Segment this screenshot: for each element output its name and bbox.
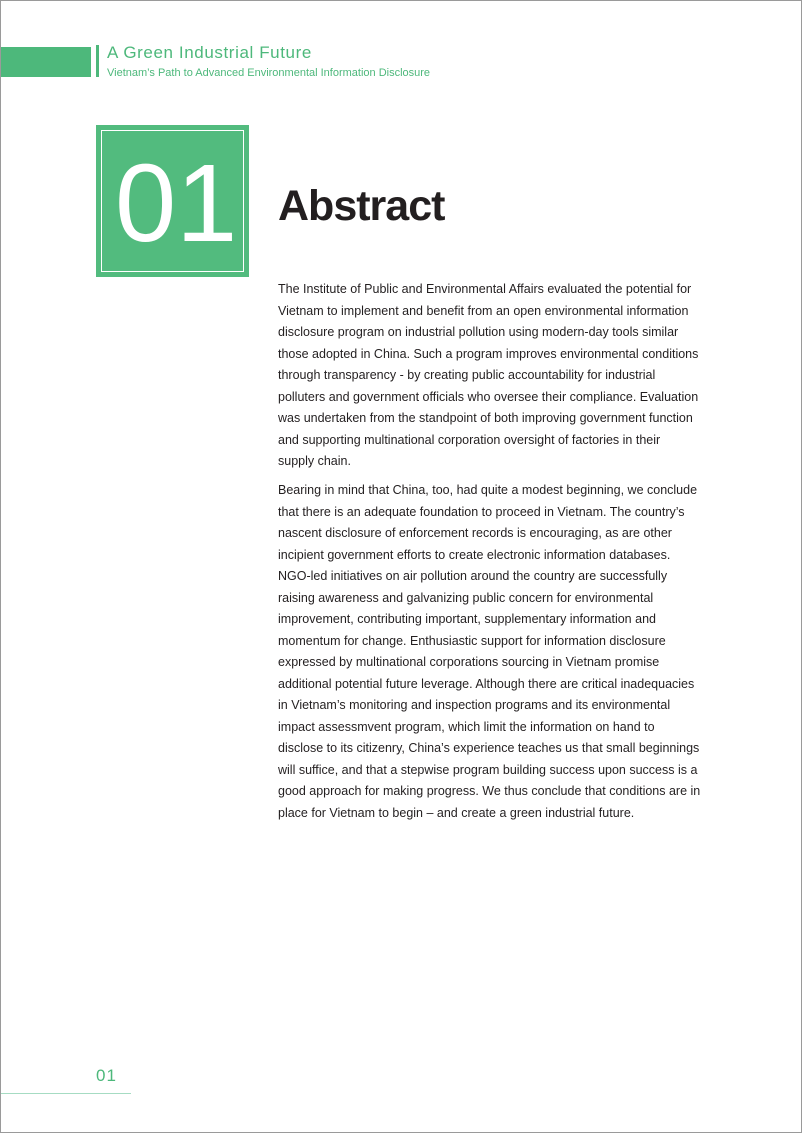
text-line: impact assessmvent program, which limit the information on hand to	[278, 719, 655, 734]
text-line: those adopted in China. Such a program improves environmental conditions	[278, 346, 699, 361]
abstract-paragraph-2	[278, 480, 728, 824]
text-line: supply chain.	[278, 454, 351, 468]
report-subtitle: Vietnam’s Path to Advanced Environmental Information Disclosure	[107, 67, 431, 79]
text-line: Vietnam to implement and benefit from an open environmental information	[278, 303, 689, 318]
text-line: expressed by multinational corporations sourcing in Vietnam promise	[278, 655, 660, 669]
footer-rule	[1, 1093, 131, 1094]
text-line: place for Vietnam to begin – and create a green industrial future.	[278, 805, 635, 820]
section-heading: Abstract	[278, 182, 445, 230]
text-line: good approach for making progress. We thus conclude that conditions are in	[278, 784, 701, 798]
header-accent-bar	[1, 47, 91, 77]
text-line: polluters and government officials who oversee their compliance. Evaluation	[278, 389, 699, 404]
chapter-number-box	[96, 125, 249, 277]
text-line: The Institute of Public and Environmental Affairs evaluated the potential for	[278, 282, 692, 296]
text-line: and supporting multinational corporation oversight of factories in their	[278, 432, 661, 447]
text-line: improvement, contributing important, supplementary information and	[278, 612, 656, 626]
chapter-number: 01	[115, 142, 238, 265]
text-line: momentum for change. Enthusiastic support for information disclosure	[278, 633, 666, 648]
text-line: disclose to its citizenry, China’s experience teaches us that small beginnings	[278, 741, 700, 755]
text-line: in Vietnam’s monitoring and inspection programs and its environmental	[278, 698, 671, 712]
text-line: Bearing in mind that China, too, had quite a modest beginning, we conclude	[278, 483, 698, 497]
header-divider	[96, 45, 99, 77]
text-line: was undertaken from the standpoint of both improving government function	[278, 411, 693, 425]
text-line: additional potential future leverage. Although there are critical inadequacies	[278, 676, 695, 691]
text-line: nascent disclosure of enforcement records is encouraging, as are other	[278, 526, 672, 540]
text-line: raising awareness and galvanizing public concern for environmental	[278, 590, 654, 605]
text-line: disclosure program on industrial pollution using modern-day tools similar	[278, 325, 679, 339]
text-line: that there is an adequate foundation to proceed in Vietnam. The country’s	[278, 504, 685, 519]
text-line: incipient government efforts to create electronic information databases.	[278, 547, 671, 562]
text-line: through transparency - by creating public accountability for industrial	[278, 368, 656, 382]
abstract-paragraph-1	[278, 279, 728, 473]
text-line: will suffice, and that a stepwise program building success upon success is a	[278, 762, 698, 777]
abstract-body	[278, 279, 728, 832]
text-line: NGO-led initiatives on air pollution around the country are successfully	[278, 569, 668, 583]
page-number: 01	[96, 1066, 117, 1085]
report-title: A Green Industrial Future	[107, 43, 312, 62]
